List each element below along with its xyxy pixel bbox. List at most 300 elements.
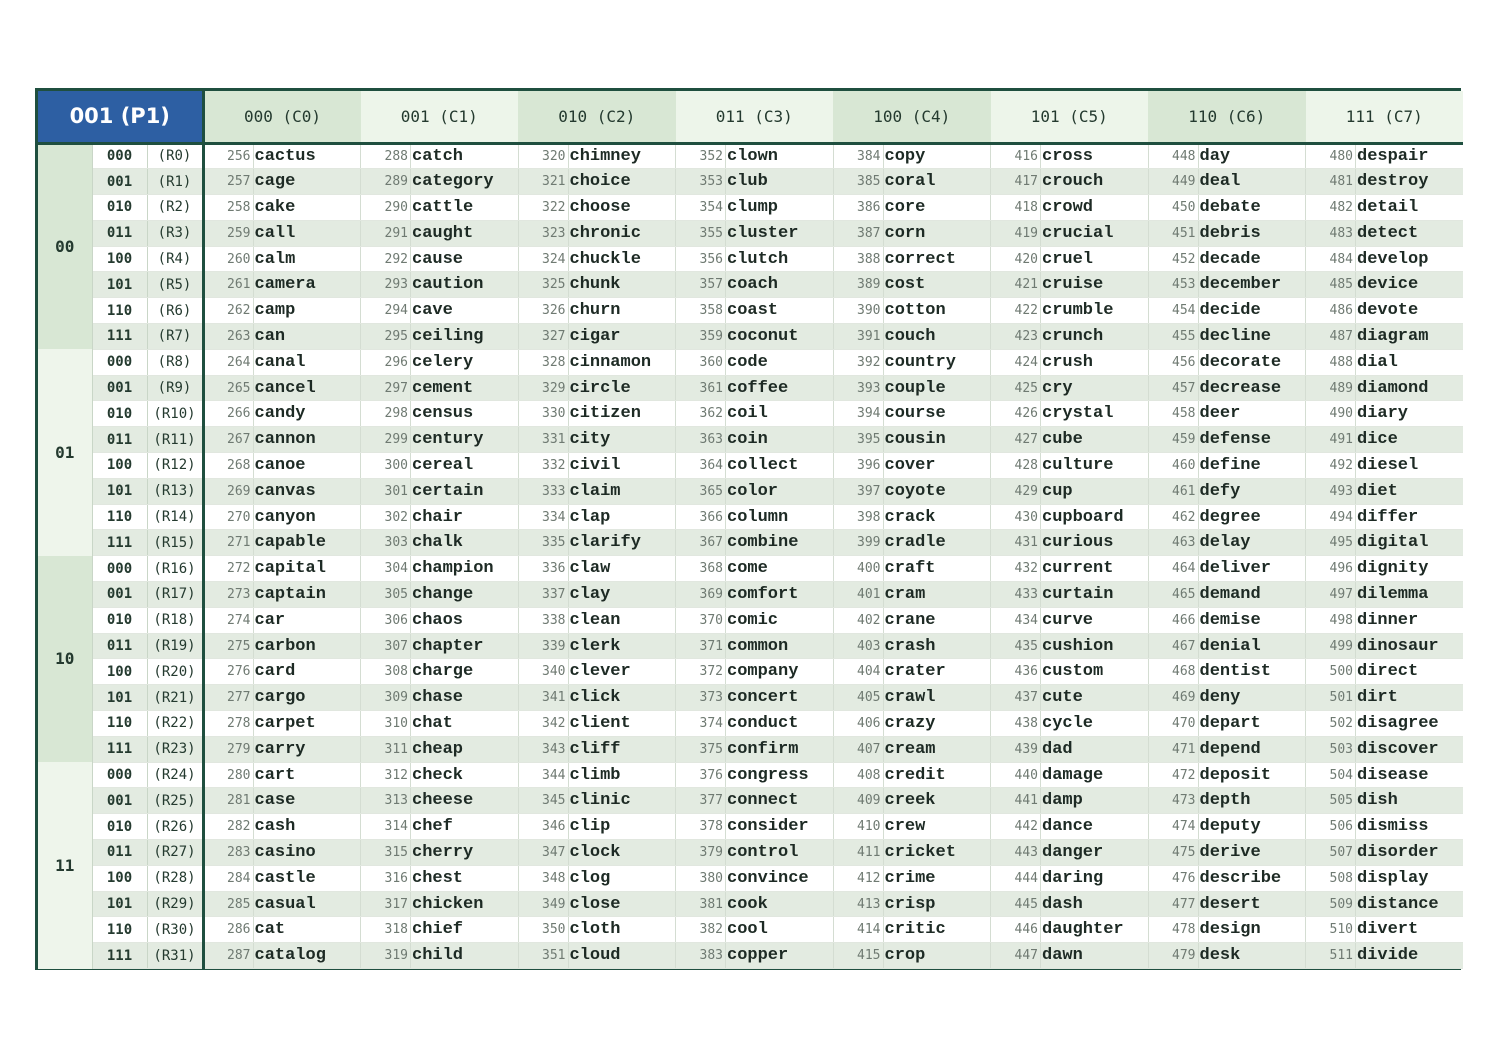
word-index: 511 — [1306, 943, 1356, 969]
word-cell: child — [411, 943, 519, 969]
word-cell: click — [568, 685, 676, 711]
word-index: 474 — [1148, 814, 1198, 840]
word-cell: deposit — [1198, 762, 1306, 788]
table-row — [38, 917, 1463, 943]
word-cell: cushion — [1041, 633, 1149, 659]
word-cell: census — [411, 401, 519, 427]
word-index: 344 — [518, 762, 568, 788]
word-index: 375 — [676, 736, 726, 762]
word-index: 302 — [361, 504, 411, 530]
word-cell: chicken — [411, 891, 519, 917]
word-cell: comfort — [726, 582, 834, 608]
word-index: 325 — [518, 272, 568, 298]
word-cell: discover — [1356, 736, 1464, 762]
word-index: 392 — [833, 349, 883, 375]
word-index: 432 — [991, 556, 1041, 582]
word-index: 320 — [518, 143, 568, 169]
word-cell: design — [1198, 917, 1306, 943]
row-label: (R5) — [147, 272, 203, 298]
word-cell: cricket — [883, 840, 991, 866]
row-label: (R24) — [147, 762, 203, 788]
word-index: 454 — [1148, 298, 1198, 324]
word-index: 410 — [833, 814, 883, 840]
row-label: (R23) — [147, 736, 203, 762]
word-cell: depart — [1198, 711, 1306, 737]
word-index: 368 — [676, 556, 726, 582]
word-cell: chaos — [411, 607, 519, 633]
row-label: (R15) — [147, 530, 203, 556]
word-index: 335 — [518, 530, 568, 556]
word-index: 336 — [518, 556, 568, 582]
row-label: (R13) — [147, 478, 203, 504]
table-row — [38, 685, 1463, 711]
word-cell: coffee — [726, 375, 834, 401]
word-cell: crazy — [883, 711, 991, 737]
word-cell: dial — [1356, 349, 1464, 375]
row-label: (R27) — [147, 840, 203, 866]
word-index: 370 — [676, 607, 726, 633]
word-index: 379 — [676, 840, 726, 866]
row-label: (R19) — [147, 633, 203, 659]
word-cell: couch — [883, 324, 991, 350]
word-index: 280 — [203, 762, 253, 788]
word-cell: dinosaur — [1356, 633, 1464, 659]
word-cell: chair — [411, 504, 519, 530]
word-index: 495 — [1306, 530, 1356, 556]
word-cell: debate — [1198, 195, 1306, 221]
row-bits: 010 — [92, 195, 147, 221]
word-index: 259 — [203, 220, 253, 246]
row-bits: 001 — [92, 788, 147, 814]
column-header: 000 (C0) — [203, 91, 361, 143]
word-index: 278 — [203, 711, 253, 737]
word-cell: diamond — [1356, 375, 1464, 401]
word-index: 508 — [1306, 865, 1356, 891]
word-cell: define — [1198, 453, 1306, 479]
word-cell: curtain — [1041, 582, 1149, 608]
word-cell: cattle — [411, 195, 519, 221]
word-index: 316 — [361, 865, 411, 891]
word-index: 433 — [991, 582, 1041, 608]
word-cell: canvas — [253, 478, 361, 504]
word-cell: cycle — [1041, 711, 1149, 737]
table-row — [38, 324, 1463, 350]
table-row — [38, 401, 1463, 427]
word-index: 381 — [676, 891, 726, 917]
word-cell: carpet — [253, 711, 361, 737]
row-label: (R14) — [147, 504, 203, 530]
table-row — [38, 298, 1463, 324]
word-cell: derive — [1198, 840, 1306, 866]
word-index: 308 — [361, 659, 411, 685]
word-cell: claw — [568, 556, 676, 582]
word-cell: couple — [883, 375, 991, 401]
word-cell: cream — [883, 736, 991, 762]
word-index: 493 — [1306, 478, 1356, 504]
word-cell: current — [1041, 556, 1149, 582]
word-index: 258 — [203, 195, 253, 221]
table-row — [38, 349, 1463, 375]
word-index: 351 — [518, 943, 568, 969]
column-header: 101 (C5) — [991, 91, 1149, 143]
word-index: 421 — [991, 272, 1041, 298]
word-index: 480 — [1306, 143, 1356, 169]
word-cell: degree — [1198, 504, 1306, 530]
word-index: 394 — [833, 401, 883, 427]
row-label: (R18) — [147, 607, 203, 633]
word-index: 395 — [833, 427, 883, 453]
word-cell: cool — [726, 917, 834, 943]
word-cell: coach — [726, 272, 834, 298]
word-index: 409 — [833, 788, 883, 814]
row-group-label: 01 — [38, 349, 92, 555]
word-cell: collect — [726, 453, 834, 479]
word-cell: dirt — [1356, 685, 1464, 711]
word-cell: concert — [726, 685, 834, 711]
word-index: 294 — [361, 298, 411, 324]
word-index: 437 — [991, 685, 1041, 711]
row-bits: 111 — [92, 324, 147, 350]
word-cell: chief — [411, 917, 519, 943]
word-cell: choose — [568, 195, 676, 221]
word-cell: cement — [411, 375, 519, 401]
table-row — [38, 143, 1463, 169]
table-body — [38, 143, 1463, 969]
word-cell: cost — [883, 272, 991, 298]
word-cell: corn — [883, 220, 991, 246]
row-bits: 011 — [92, 427, 147, 453]
table-row — [38, 736, 1463, 762]
word-index: 282 — [203, 814, 253, 840]
word-index: 277 — [203, 685, 253, 711]
word-cell: crew — [883, 814, 991, 840]
table-row — [38, 504, 1463, 530]
word-cell: copper — [726, 943, 834, 969]
word-cell: come — [726, 556, 834, 582]
word-cell: cube — [1041, 427, 1149, 453]
row-label: (R8) — [147, 349, 203, 375]
word-cell: danger — [1041, 840, 1149, 866]
word-cell: course — [883, 401, 991, 427]
row-bits: 100 — [92, 453, 147, 479]
word-cell: daring — [1041, 865, 1149, 891]
word-cell: cloth — [568, 917, 676, 943]
word-index: 274 — [203, 607, 253, 633]
word-cell: civil — [568, 453, 676, 479]
row-bits: 111 — [92, 530, 147, 556]
word-cell: change — [411, 582, 519, 608]
word-cell: dish — [1356, 788, 1464, 814]
word-cell: crane — [883, 607, 991, 633]
row-bits: 001 — [92, 582, 147, 608]
word-index: 356 — [676, 246, 726, 272]
word-cell: cloud — [568, 943, 676, 969]
word-index: 496 — [1306, 556, 1356, 582]
word-cell: coconut — [726, 324, 834, 350]
word-cell: combine — [726, 530, 834, 556]
word-cell: chalk — [411, 530, 519, 556]
word-index: 275 — [203, 633, 253, 659]
word-cell: country — [883, 349, 991, 375]
word-cell: catch — [411, 143, 519, 169]
word-cell: custom — [1041, 659, 1149, 685]
word-index: 466 — [1148, 607, 1198, 633]
word-cell: camp — [253, 298, 361, 324]
word-index: 431 — [991, 530, 1041, 556]
word-index: 430 — [991, 504, 1041, 530]
word-cell: category — [411, 169, 519, 195]
word-index: 272 — [203, 556, 253, 582]
word-index: 413 — [833, 891, 883, 917]
word-cell: decide — [1198, 298, 1306, 324]
word-cell: chat — [411, 711, 519, 737]
word-cell: crack — [883, 504, 991, 530]
word-index: 502 — [1306, 711, 1356, 737]
word-index: 447 — [991, 943, 1041, 969]
word-index: 455 — [1148, 324, 1198, 350]
table-row — [38, 246, 1463, 272]
word-cell: divert — [1356, 917, 1464, 943]
word-cell: dash — [1041, 891, 1149, 917]
word-index: 283 — [203, 840, 253, 866]
word-index: 396 — [833, 453, 883, 479]
word-cell: claim — [568, 478, 676, 504]
word-index: 343 — [518, 736, 568, 762]
word-index: 423 — [991, 324, 1041, 350]
word-cell: canyon — [253, 504, 361, 530]
word-cell: copy — [883, 143, 991, 169]
word-cell: decade — [1198, 246, 1306, 272]
word-cell: ceiling — [411, 324, 519, 350]
word-index: 402 — [833, 607, 883, 633]
word-index: 451 — [1148, 220, 1198, 246]
word-cell: casual — [253, 891, 361, 917]
word-index: 328 — [518, 349, 568, 375]
row-label: (R1) — [147, 169, 203, 195]
row-label: (R11) — [147, 427, 203, 453]
table-row — [38, 788, 1463, 814]
word-cell: depth — [1198, 788, 1306, 814]
word-index: 291 — [361, 220, 411, 246]
word-cell: deputy — [1198, 814, 1306, 840]
word-index: 424 — [991, 349, 1041, 375]
word-cell: cannon — [253, 427, 361, 453]
word-index: 469 — [1148, 685, 1198, 711]
word-cell: chimney — [568, 143, 676, 169]
word-index: 267 — [203, 427, 253, 453]
word-index: 265 — [203, 375, 253, 401]
word-index: 442 — [991, 814, 1041, 840]
word-index: 487 — [1306, 324, 1356, 350]
word-cell: company — [726, 659, 834, 685]
word-cell: calm — [253, 246, 361, 272]
word-cell: clip — [568, 814, 676, 840]
word-index: 443 — [991, 840, 1041, 866]
word-index: 497 — [1306, 582, 1356, 608]
row-bits: 101 — [92, 478, 147, 504]
word-index: 273 — [203, 582, 253, 608]
word-cell: cotton — [883, 298, 991, 324]
row-bits: 000 — [92, 349, 147, 375]
word-index: 476 — [1148, 865, 1198, 891]
word-index: 305 — [361, 582, 411, 608]
word-cell: citizen — [568, 401, 676, 427]
word-cell: creek — [883, 788, 991, 814]
table-row — [38, 272, 1463, 298]
word-cell: day — [1198, 143, 1306, 169]
word-index: 488 — [1306, 349, 1356, 375]
word-index: 298 — [361, 401, 411, 427]
table-row — [38, 814, 1463, 840]
word-cell: crawl — [883, 685, 991, 711]
word-cell: dance — [1041, 814, 1149, 840]
word-cell: display — [1356, 865, 1464, 891]
word-index: 453 — [1148, 272, 1198, 298]
word-cell: celery — [411, 349, 519, 375]
word-cell: consider — [726, 814, 834, 840]
word-index: 342 — [518, 711, 568, 737]
word-cell: deal — [1198, 169, 1306, 195]
word-index: 269 — [203, 478, 253, 504]
table-row — [38, 427, 1463, 453]
word-cell: disorder — [1356, 840, 1464, 866]
word-index: 449 — [1148, 169, 1198, 195]
word-index: 314 — [361, 814, 411, 840]
word-index: 365 — [676, 478, 726, 504]
word-index: 279 — [203, 736, 253, 762]
word-index: 347 — [518, 840, 568, 866]
word-index: 266 — [203, 401, 253, 427]
row-label: (R25) — [147, 788, 203, 814]
word-index: 284 — [203, 865, 253, 891]
word-index: 440 — [991, 762, 1041, 788]
word-cell: dignity — [1356, 556, 1464, 582]
column-header: 111 (C7) — [1306, 91, 1464, 143]
table-row — [38, 582, 1463, 608]
word-cell: carry — [253, 736, 361, 762]
row-bits: 000 — [92, 762, 147, 788]
word-index: 482 — [1306, 195, 1356, 221]
word-cell: cousin — [883, 427, 991, 453]
word-index: 494 — [1306, 504, 1356, 530]
word-cell: control — [726, 840, 834, 866]
word-cell: critic — [883, 917, 991, 943]
word-index: 288 — [361, 143, 411, 169]
row-bits: 110 — [92, 298, 147, 324]
word-index: 261 — [203, 272, 253, 298]
word-cell: delay — [1198, 530, 1306, 556]
word-cell: devote — [1356, 298, 1464, 324]
row-bits: 010 — [92, 814, 147, 840]
word-index: 361 — [676, 375, 726, 401]
word-index: 268 — [203, 453, 253, 479]
row-bits: 110 — [92, 917, 147, 943]
word-cell: clump — [726, 195, 834, 221]
word-cell: churn — [568, 298, 676, 324]
word-cell: clutch — [726, 246, 834, 272]
word-cell: differ — [1356, 504, 1464, 530]
word-index: 317 — [361, 891, 411, 917]
word-cell: curious — [1041, 530, 1149, 556]
word-index: 333 — [518, 478, 568, 504]
table-row — [38, 169, 1463, 195]
word-index: 462 — [1148, 504, 1198, 530]
word-cell: crater — [883, 659, 991, 685]
word-index: 435 — [991, 633, 1041, 659]
row-label: (R17) — [147, 582, 203, 608]
word-index: 446 — [991, 917, 1041, 943]
column-header: 001 (C1) — [361, 91, 519, 143]
row-bits: 001 — [92, 375, 147, 401]
word-index: 296 — [361, 349, 411, 375]
word-index: 510 — [1306, 917, 1356, 943]
word-cell: clown — [726, 143, 834, 169]
row-label: (R26) — [147, 814, 203, 840]
row-label: (R6) — [147, 298, 203, 324]
word-index: 289 — [361, 169, 411, 195]
word-index: 485 — [1306, 272, 1356, 298]
word-index: 503 — [1306, 736, 1356, 762]
word-index: 463 — [1148, 530, 1198, 556]
word-index: 397 — [833, 478, 883, 504]
word-cell: canoe — [253, 453, 361, 479]
word-index: 479 — [1148, 943, 1198, 969]
word-index: 436 — [991, 659, 1041, 685]
word-cell: certain — [411, 478, 519, 504]
word-cell: castle — [253, 865, 361, 891]
word-cell: common — [726, 633, 834, 659]
table-row — [38, 840, 1463, 866]
word-index: 475 — [1148, 840, 1198, 866]
word-cell: client — [568, 711, 676, 737]
word-index: 376 — [676, 762, 726, 788]
word-index: 290 — [361, 195, 411, 221]
word-index: 310 — [361, 711, 411, 737]
row-bits: 100 — [92, 865, 147, 891]
word-cell: caught — [411, 220, 519, 246]
word-cell: catalog — [253, 943, 361, 969]
word-cell: crash — [883, 633, 991, 659]
word-index: 459 — [1148, 427, 1198, 453]
word-cell: clever — [568, 659, 676, 685]
word-index: 318 — [361, 917, 411, 943]
word-index: 506 — [1306, 814, 1356, 840]
word-cell: club — [726, 169, 834, 195]
word-cell: correct — [883, 246, 991, 272]
word-cell: decorate — [1198, 349, 1306, 375]
row-bits: 101 — [92, 891, 147, 917]
word-cell: describe — [1198, 865, 1306, 891]
table-row — [38, 943, 1463, 969]
word-index: 445 — [991, 891, 1041, 917]
word-cell: demise — [1198, 607, 1306, 633]
row-bits: 010 — [92, 607, 147, 633]
word-cell: clap — [568, 504, 676, 530]
word-cell: decline — [1198, 324, 1306, 350]
column-header: 100 (C4) — [833, 91, 991, 143]
word-cell: divide — [1356, 943, 1464, 969]
word-cell: capital — [253, 556, 361, 582]
row-label: (R10) — [147, 401, 203, 427]
word-cell: clay — [568, 582, 676, 608]
word-cell: crouch — [1041, 169, 1149, 195]
word-cell: color — [726, 478, 834, 504]
word-cell: desk — [1198, 943, 1306, 969]
word-index: 380 — [676, 865, 726, 891]
word-index: 505 — [1306, 788, 1356, 814]
word-index: 501 — [1306, 685, 1356, 711]
word-cell: deer — [1198, 401, 1306, 427]
